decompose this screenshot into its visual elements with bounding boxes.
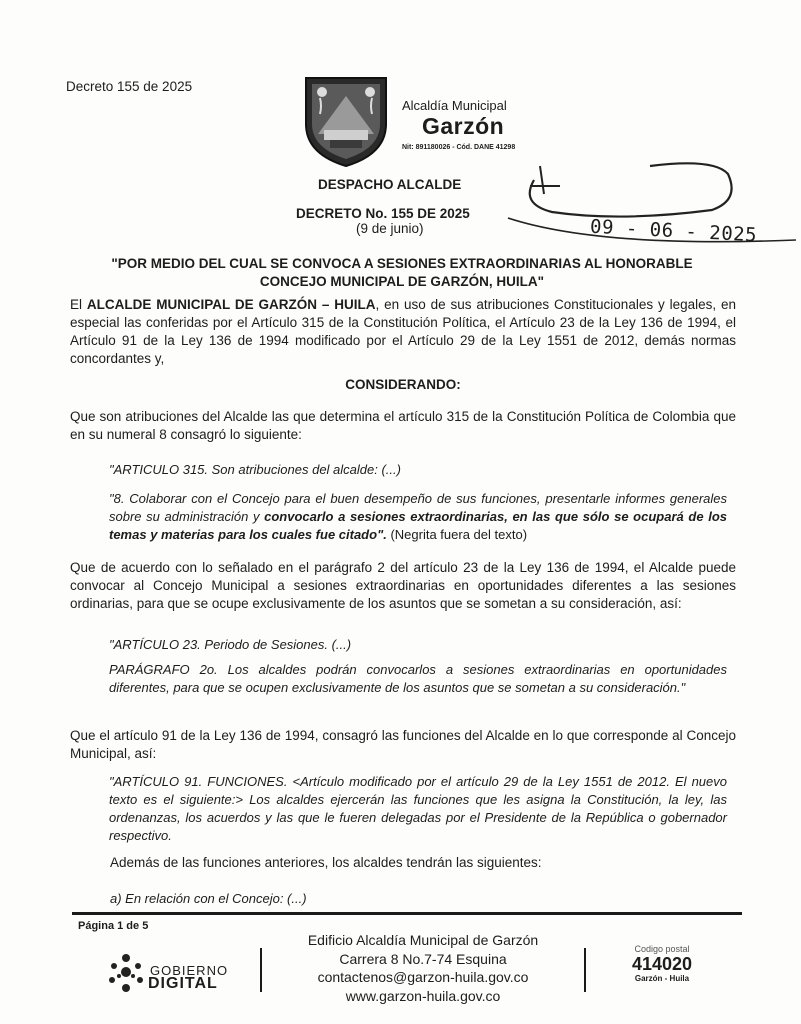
- office-title: DESPACHO ALCALDE: [318, 177, 462, 192]
- page-number: Página 1 de 5: [78, 920, 149, 932]
- town-name: Garzón: [422, 113, 505, 139]
- quote-numeral-8-bold: convocarlo a sesiones extraordinarias, en las que sólo se ocupará de los temas y materias para los cuales fue citado".: [109, 509, 727, 542]
- quote-art-23: "ARTÍCULO 23. Periodo de Sesiones. (...): [109, 637, 352, 652]
- municipal-crest-logo: [300, 72, 392, 168]
- address-street: Carrera 8 No.7-74 Esquina: [339, 950, 507, 967]
- quote-art-315: "ARTICULO 315. Son atribuciones del alcalde: (...): [109, 462, 401, 477]
- intro-pre: El: [70, 297, 87, 312]
- quote-numeral-8-note: (Negrita fuera del texto): [386, 527, 528, 542]
- decree-title-line-2: CONCEJO MUNICIPAL DE GARZÓN, HUILA": [259, 274, 545, 289]
- office-label: Alcaldía Municipal: [402, 98, 507, 113]
- footer-address-block: [278, 931, 568, 1005]
- decree-reference: Decreto 155 de 2025: [66, 79, 193, 94]
- decree-title: [70, 255, 734, 291]
- quote-numeral-8: [109, 490, 727, 544]
- decree-number: DECRETO No. 155 DE 2025: [296, 206, 470, 221]
- quote-numeral-8-text: "8. Colaborar con el Concejo para el buen desempeño de sus funciones, presentarle informes generales sobre su administración y: [109, 491, 727, 524]
- contact-email-link[interactable]: contactenos@garzon-huila.gov.co: [317, 969, 529, 985]
- intro-mayor: ALCALDE MUNICIPAL DE GARZÓN – HUILA: [86, 297, 376, 312]
- quote-paragrafo-2: PARÁGRAFO 2o. Los alcaldes podrán convocarlos a sesiones extraordinarias en oportunidades diferentes, para que se ocupen exclusivamente de los asuntos que se sometan a su consideración.": [109, 662, 727, 695]
- paragraph-art-315: Que son atribuciones del Alcalde las que determina el artículo 315 de la Constitución Política de Colombia que en su numeral 8 consagró lo siguiente:: [70, 409, 736, 442]
- footer-separator-left: [260, 948, 262, 992]
- nit-code: Nit: 891180026 - Cód. DANE 41298: [402, 144, 516, 151]
- intro-paragraph: [70, 296, 736, 368]
- considerando-heading: CONSIDERANDO:: [345, 377, 461, 392]
- website-link[interactable]: www.garzon-huila.gov.co: [345, 987, 501, 1004]
- footer-separator-right: [584, 948, 586, 992]
- gobierno-digital-icon: [104, 950, 148, 996]
- paragraph-art-91: Que el artículo 91 de la Ley 136 de 1994, consagró las funciones del Alcalde en lo que corresponde al Concejo Municipal, así:: [70, 728, 736, 761]
- decree-date: (9 de junio): [356, 221, 424, 236]
- footer-divider: [72, 912, 742, 915]
- decree-title-line-1: "POR MEDIO DEL CUAL SE CONVOCA A SESIONES EXTRAORDINARIAS AL HONORABLE: [111, 256, 693, 271]
- quote-concejo-relation: a) En relación con el Concejo: (...): [110, 891, 307, 906]
- postal-label: Codigo postal: [634, 944, 690, 954]
- postal-city: Garzón - Huila: [634, 974, 690, 983]
- intro-body: , en uso de sus atribuciones Constitucionales y legales, en especial las conferidas por el Artículo 315 de la Constitución Política, el Artículo 23 de la Ley 136 de 1994, el Artículo 91 de la Ley 136 de 1994 modificado por el Artículo 29 de la Ley 1551 de 2012, demás normas concordantes y,: [70, 297, 736, 366]
- postal-code: 414020: [631, 954, 693, 974]
- gobierno-label: GOBIERNO: [150, 963, 229, 978]
- postal-code-block: [612, 944, 712, 983]
- digital-label: DIGITAL: [148, 975, 218, 992]
- address-building: Edificio Alcaldía Municipal de Garzón: [307, 932, 539, 948]
- quote-art-91: "ARTÍCULO 91. FUNCIONES. <Artículo modificado por el artículo 29 de la Ley 1551 de 2012. El nuevo texto es el siguiente:> Los alcaldes ejercerán las funciones que les asigna la Constitución, la ley, las ordenanzas, los acuerdos y las que le fueren delegadas por el Presidente de la República o gobernador respectivo.: [109, 774, 727, 843]
- received-date: 09 - 06 - 2025: [589, 215, 758, 247]
- paragraph-additional-functions: Además de las funciones anteriores, los alcaldes tendrán las siguientes:: [110, 855, 542, 870]
- paragraph-art-23: Que de acuerdo con lo señalado en el parágrafo 2 del artículo 23 de la Ley 136 de 1994, el Alcalde puede convocar al Concejo Municipal a sesiones extraordinarias en oportunidades diferentes a las sesiones ordinarias, para que se ocupe exclusivamente de los asuntos que se sometan a su consideración, así:: [70, 560, 736, 611]
